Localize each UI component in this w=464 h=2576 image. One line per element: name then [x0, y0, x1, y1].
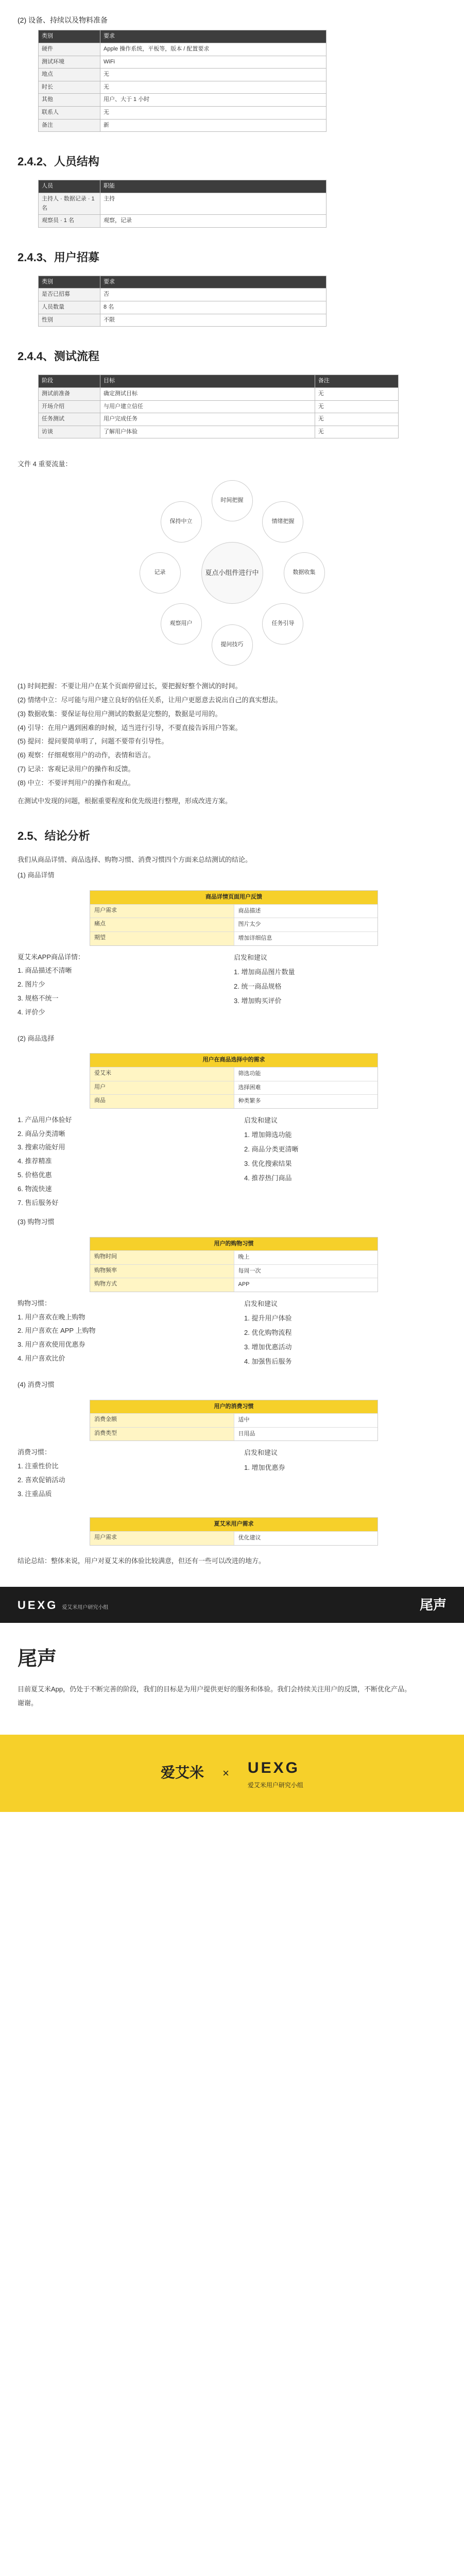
flow-cell: 与用户建立信任 — [100, 400, 315, 413]
list-item: 2. 用户喜欢在 APP 上购物 — [18, 1327, 96, 1335]
list-item: 4. 评价少 — [18, 1008, 45, 1016]
recruit-cell: 是否已招募 — [39, 289, 100, 301]
note-line: 3. 增加购买评价 — [234, 996, 282, 1005]
tip-item: (6) 观察：仔细观察用户的动作，表情和语言。 — [18, 751, 155, 759]
equipment-heading: (2) 设备、持续以及物料准备 — [18, 16, 108, 24]
table-row — [39, 301, 326, 314]
circle-item: 提问技巧 — [212, 624, 253, 666]
flow-header-cell: 目标 — [100, 375, 315, 388]
list-item: 1. 产品用户体验好 — [18, 1115, 72, 1124]
diagram-cell: 优化建议 — [234, 1532, 378, 1545]
table-row — [39, 106, 326, 119]
note-4 — [244, 1447, 285, 1476]
equipment-header-cell: 要求 — [100, 30, 326, 43]
diagram-row — [90, 904, 377, 918]
diagram-2 — [90, 1053, 378, 1108]
diagram-cell: 用户需求 — [90, 905, 234, 918]
recruit-cell: 人员数量 — [39, 301, 100, 314]
list-item: 3. 规格不统一 — [18, 994, 59, 1002]
equipment-cell: 硬件 — [39, 43, 100, 56]
tips-summary: 在测试中发现的问题，根据重要程度和优先级进行整理，形成改进方案。 — [18, 796, 232, 805]
flow-cell: 确定测试目标 — [100, 388, 315, 401]
table-row — [39, 388, 399, 401]
diagram-row — [90, 918, 377, 931]
diagram-title: 用户在商品选择中的需求 — [90, 1054, 377, 1067]
list-item: 6. 物流快速 — [18, 1184, 52, 1193]
equipment-cell: 新 — [100, 119, 326, 132]
recruit-cell: 8 名 — [100, 301, 326, 314]
brand-banner — [0, 1735, 464, 1812]
end-paragraph: 谢谢。 — [18, 1699, 38, 1707]
recruit-cell: 性别 — [39, 314, 100, 327]
diagram-cell: 日用品 — [234, 1428, 378, 1441]
analysis-intro: 我们从商品详情、商品选择、购物习惯、消费习惯四个方面来总结测试的结论。 — [18, 855, 252, 863]
footer-dark-bar — [0, 1587, 464, 1623]
list-1 — [18, 952, 84, 1021]
note-line: 4. 推荐热门商品 — [244, 1174, 292, 1182]
table-row — [39, 289, 326, 301]
equipment-cell: 无 — [100, 81, 326, 94]
flow-cell: 用户完成任务 — [100, 413, 315, 426]
equipment-cell: 无 — [100, 69, 326, 81]
diagram-cell: 晚上 — [234, 1251, 378, 1264]
personnel-header-cell: 职能 — [100, 180, 326, 193]
list-item: 5. 价格优惠 — [18, 1171, 52, 1179]
note-3 — [244, 1298, 291, 1370]
note-2 — [244, 1115, 298, 1187]
note-line: 3. 优化搜索结果 — [244, 1160, 292, 1167]
brand-times: × — [222, 1767, 229, 1780]
table-row — [39, 400, 399, 413]
note-line: 2. 商品分类更清晰 — [244, 1145, 299, 1153]
analysis-sub4: (4) 消费习惯 — [18, 1380, 55, 1388]
table-row — [39, 69, 326, 81]
diagram-row — [90, 1081, 377, 1095]
diagram-row — [90, 1413, 377, 1427]
table-row — [39, 94, 326, 107]
list-4 — [18, 1447, 65, 1502]
block-1 — [18, 946, 446, 1033]
table-row — [39, 81, 326, 94]
brand-right-logo: UEXG 爱艾米用户研究小组 — [247, 1759, 303, 1789]
note-1 — [234, 952, 295, 1010]
flow-cell: 任务测试 — [39, 413, 100, 426]
circle-item: 时间把握 — [212, 480, 253, 521]
recruit-header-cell: 要求 — [100, 276, 326, 289]
tip-item: (3) 数据收集：要保证每位用户测试的数据是完整的，数据是可用的。 — [18, 709, 222, 718]
epilogue-label: 尾声 — [419, 1597, 446, 1613]
diagram-title: 商品详情页面用户反馈 — [90, 891, 377, 904]
diagram-5 — [90, 1517, 378, 1545]
diagram-title: 夏艾米用户需求 — [90, 1518, 377, 1531]
recruit-heading: 2.4.3、用户招募 — [18, 250, 99, 264]
diagram-cell: 筛选功能 — [234, 1067, 378, 1081]
note-line: 1. 增加商品图片数量 — [234, 968, 295, 976]
equipment-cell: 备注 — [39, 119, 100, 132]
list-item: 3. 搜索功能好用 — [18, 1143, 65, 1151]
diagram-cell: APP — [234, 1278, 378, 1292]
flow-header-row — [39, 375, 399, 388]
diagram-cell: 每周一次 — [234, 1265, 378, 1278]
recruit-header-cell: 类别 — [39, 276, 100, 289]
diagram-cell: 购物频率 — [90, 1265, 234, 1278]
list-item: 1. 用户喜欢在晚上购物 — [18, 1313, 85, 1321]
personnel-table — [38, 180, 326, 227]
equipment-cell: 其他 — [39, 94, 100, 107]
note-line: 2. 统一商品规格 — [234, 982, 282, 990]
personnel-cell: 主持人 · 数据记录 · 1 名 — [39, 193, 100, 214]
circle-item: 记录 — [140, 552, 181, 594]
note-line: 1. 增加优惠券 — [244, 1463, 285, 1471]
recruit-cell: 不限 — [100, 314, 326, 327]
tip-item: (5) 提问：提问要简单明了，问题不要带有引导性。 — [18, 737, 168, 745]
flow-cell: 了解用户体验 — [100, 426, 315, 438]
personnel-header-row — [39, 180, 326, 193]
list-2 — [18, 1115, 72, 1212]
table-row — [39, 314, 326, 327]
diagram-row — [90, 1250, 377, 1264]
list-item: 3. 用户喜欢使用优惠券 — [18, 1341, 85, 1349]
flow-cell: 无 — [315, 426, 398, 438]
flow-header-cell: 备注 — [315, 375, 398, 388]
analysis-heading: 2.5、结论分析 — [18, 829, 90, 843]
circle-diagram — [129, 480, 335, 666]
note-line: 启发和建议 — [234, 953, 268, 961]
equipment-cell: 时长 — [39, 81, 100, 94]
recruit-cell: 否 — [100, 289, 326, 301]
diagram-cell: 种类繁多 — [234, 1095, 378, 1108]
table-row — [39, 215, 326, 228]
personnel-header-cell: 人员 — [39, 180, 100, 193]
list-1-title: 夏艾米APP商品详情： — [18, 953, 85, 961]
equipment-cell: 地点 — [39, 69, 100, 81]
tip-item: (8) 中立：不要评判用户的操作和观点。 — [18, 778, 135, 787]
equipment-cell: WiFi — [100, 56, 326, 69]
circle-item: 保持中立 — [161, 501, 202, 543]
note-line: 1. 提升用户体验 — [244, 1314, 292, 1322]
flow-cell: 测试前准备 — [39, 388, 100, 401]
tip-item: (4) 引导：在用户遇到困难的时候，适当进行引导，不要直接告诉用户答案。 — [18, 723, 242, 732]
equipment-header-row — [39, 30, 326, 43]
diagram-cell: 用户需求 — [90, 1532, 234, 1545]
tip-item: (7) 记录：客观记录用户的操作和反馈。 — [18, 765, 135, 773]
note-line: 2. 优化购物流程 — [244, 1329, 292, 1337]
table-row — [39, 426, 399, 438]
personnel-cell: 观察员 · 1 名 — [39, 215, 100, 228]
tip-item: (2) 情绪中立：尽可能与用户建立良好的信任关系，让用户更愿意去说出自己的真实想法。 — [18, 696, 282, 704]
diagram-row — [90, 1278, 377, 1292]
equipment-cell: 无 — [100, 106, 326, 119]
equipment-cell: 用户、大于 1 小时 — [100, 94, 326, 107]
diagram-3 — [90, 1237, 378, 1292]
circle-item: 情绪把握 — [262, 501, 303, 543]
list-item: 消费习惯： — [18, 1448, 51, 1456]
diagram-cell: 期望 — [90, 932, 234, 945]
recruit-header-row — [39, 276, 326, 289]
analysis-sub3: (3) 购物习惯 — [18, 1217, 55, 1226]
table-row — [39, 119, 326, 132]
diagram-cell: 爱艾米 — [90, 1067, 234, 1081]
diagram-cell: 购物方式 — [90, 1278, 234, 1292]
list-3 — [18, 1298, 95, 1367]
note-line: 启发和建议 — [244, 1449, 278, 1457]
analysis-sub2: (2) 商品选择 — [18, 1034, 55, 1042]
block-4 — [18, 1441, 446, 1508]
list-item: 7. 售后服务好 — [18, 1198, 59, 1207]
circle-center: 夏点小组件进行中 — [201, 542, 263, 604]
list-item: 3. 注重品质 — [18, 1489, 52, 1498]
tips-list — [18, 681, 446, 788]
diagram-cell: 图片太少 — [234, 918, 378, 931]
personnel-cell: 观察，记录 — [100, 215, 326, 228]
circle-item: 观察用户 — [161, 603, 202, 645]
flow-table — [38, 375, 399, 438]
circle-intro: 文件 4 重要流量： — [18, 460, 72, 468]
diagram-row — [90, 1067, 377, 1081]
diagram-4 — [90, 1400, 378, 1442]
flow-cell: 访谈 — [39, 426, 100, 438]
analysis-final: 结论总结：整体来说，用户对夏艾米的体验比较满意，但还有一些可以改进的地方。 — [18, 1556, 266, 1565]
diagram-row — [90, 1427, 377, 1441]
analysis-sub1: (1) 商品详情 — [18, 871, 55, 879]
table-row — [39, 56, 326, 69]
circle-item: 数据收集 — [284, 552, 325, 594]
tip-item: (1) 时间把握：不要让用户在某个页面停留过长，要把握好整个测试的时间。 — [18, 682, 242, 690]
diagram-cell: 选择困难 — [234, 1081, 378, 1095]
diagram-row — [90, 1264, 377, 1278]
flow-heading: 2.4.4、测试流程 — [18, 350, 99, 363]
diagram-cell: 痛点 — [90, 918, 234, 931]
equipment-cell: 联系人 — [39, 106, 100, 119]
flow-cell: 无 — [315, 413, 398, 426]
uexg-logo: UEXG 爱艾米用户研究小组 — [18, 1598, 109, 1612]
diagram-title: 用户的消费习惯 — [90, 1400, 377, 1414]
circle-item: 任务引导 — [262, 603, 303, 645]
equipment-header-cell: 类别 — [39, 30, 100, 43]
list-item: 2. 商品分类清晰 — [18, 1129, 65, 1138]
list-item: 2. 喜欢促销活动 — [18, 1476, 65, 1484]
personnel-heading: 2.4.2、人员结构 — [18, 155, 99, 168]
diagram-title: 用户的购物习惯 — [90, 1238, 377, 1251]
block-3 — [18, 1292, 446, 1380]
flow-cell: 无 — [315, 400, 398, 413]
diagram-1 — [90, 890, 378, 945]
note-line: 1. 增加筛选功能 — [244, 1130, 292, 1139]
list-item: 4. 用户喜欢比价 — [18, 1354, 65, 1363]
equipment-cell: Apple 操作系统，平板等，版本 / 配置要求 — [100, 43, 326, 56]
end-heading: 尾声 — [18, 1648, 57, 1670]
note-line: 3. 增加优惠活动 — [244, 1343, 292, 1351]
list-item: 1. 注重性价比 — [18, 1462, 59, 1470]
flow-cell: 无 — [315, 388, 398, 401]
diagram-cell: 适中 — [234, 1414, 378, 1427]
table-row — [39, 193, 326, 214]
table-row — [39, 413, 399, 426]
list-item: 1. 商品描述不清晰 — [18, 967, 72, 975]
table-row — [39, 43, 326, 56]
note-line: 4. 加强售后服务 — [244, 1358, 292, 1366]
diagram-cell: 商品描述 — [234, 905, 378, 918]
equipment-cell: 测试环境 — [39, 56, 100, 69]
diagram-cell: 购物时间 — [90, 1251, 234, 1264]
end-paragraph: 目前夏艾米App，仍处于不断完善的阶段，我们的目标是为用户提供更好的服务和体验。我们会持续关注用户的反馈，不断优化产品。 — [18, 1685, 411, 1693]
note-line: 启发和建议 — [244, 1116, 278, 1124]
list-item: 4. 推荐精准 — [18, 1157, 52, 1165]
end-paragraphs — [0, 1684, 464, 1709]
list-item: 购物习惯： — [18, 1299, 51, 1307]
brand-left-logo: 爱艾米 — [161, 1765, 204, 1781]
block-2 — [18, 1109, 446, 1217]
list-item: 2. 图片少 — [18, 980, 45, 989]
note-line: 启发和建议 — [244, 1299, 278, 1308]
equipment-table — [38, 30, 326, 132]
recruit-table — [38, 276, 326, 327]
diagram-cell: 用户 — [90, 1081, 234, 1095]
diagram-cell: 商品 — [90, 1095, 234, 1108]
flow-header-cell: 阶段 — [39, 375, 100, 388]
diagram-cell: 增加详细信息 — [234, 932, 378, 945]
diagram-row — [90, 1094, 377, 1108]
flow-cell: 开场介绍 — [39, 400, 100, 413]
diagram-cell: 消费类型 — [90, 1428, 234, 1441]
diagram-row — [90, 931, 377, 945]
personnel-cell: 主持 — [100, 193, 326, 214]
diagram-cell: 消费金额 — [90, 1414, 234, 1427]
diagram-row — [90, 1531, 377, 1545]
